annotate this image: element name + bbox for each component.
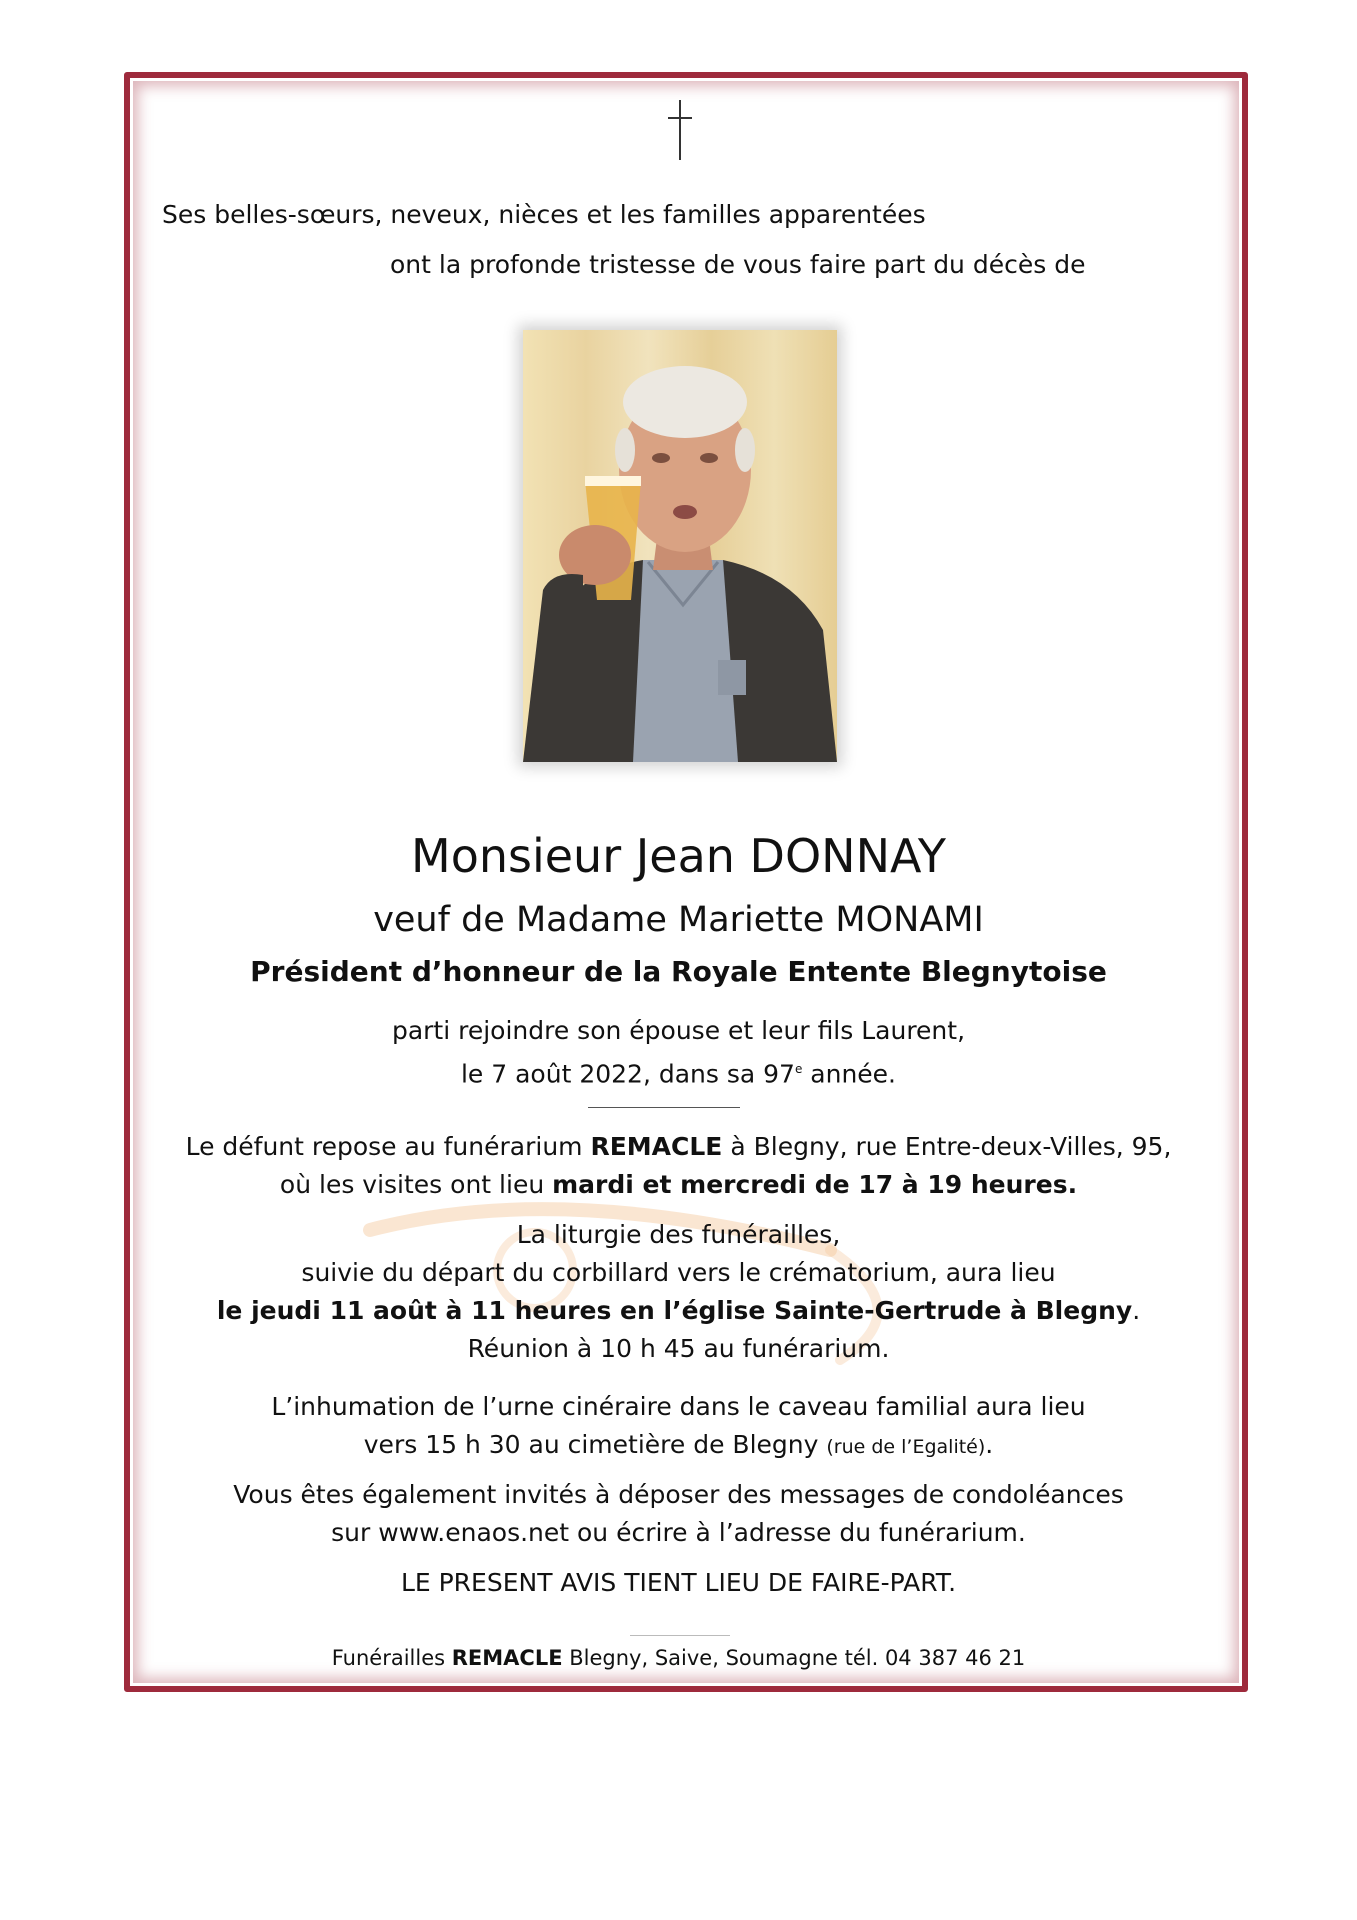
liturgy-line-1: La liturgie des funérailles, xyxy=(516,1220,841,1249)
intro-line-2: ont la profonde tristesse de vous faire part du décès de xyxy=(390,250,1086,279)
separator xyxy=(588,1107,740,1108)
liturgy-line-4: Réunion à 10 h 45 au funérarium. xyxy=(467,1334,890,1363)
footer-separator xyxy=(630,1635,730,1636)
deceased-name: Monsieur Jean DONNAY xyxy=(411,829,946,883)
condolences-line-1: Vous êtes également invités à déposer des messages de condoléances xyxy=(233,1480,1124,1509)
notice-line: LE PRESENT AVIS TIENT LIEU DE FAIRE-PART. xyxy=(400,1568,957,1597)
portrait-photo xyxy=(523,330,837,762)
footer-line: Funérailles REMACLE Blegny, Saive, Soumagne tél. 04 387 46 21 xyxy=(331,1646,1026,1670)
widower-line: veuf de Madame Mariette MONAMI xyxy=(373,900,984,940)
burial-line-1: L’inhumation de l’urne cinéraire dans le caveau familial aura lieu xyxy=(271,1392,1086,1421)
visits-line-1: Le défunt repose au funérarium REMACLE à Blegny, rue Entre-deux-Villes, 95, xyxy=(185,1132,1172,1161)
liturgy-line-3: le jeudi 11 août à 11 heures en l’église Sainte-Gertrude à Blegny. xyxy=(216,1296,1141,1325)
honorary-title: Président d’honneur de la Royale Entente Blegnytoise xyxy=(250,955,1107,988)
departed-line: parti rejoindre son épouse et leur fils Laurent, xyxy=(391,1016,966,1045)
cross-icon xyxy=(668,100,692,160)
death-date-line: le 7 août 2022, dans sa 97e année. xyxy=(460,1059,897,1089)
visits-line-2: où les visites ont lieu mardi et mercredi de 17 à 19 heures. xyxy=(279,1170,1078,1199)
intro-line-1: Ses belles-sœurs, neveux, nièces et les familles apparentées xyxy=(162,200,926,229)
condolences-line-2: sur www.enaos.net ou écrire à l’adresse du funérarium. xyxy=(331,1518,1026,1547)
burial-line-2: vers 15 h 30 au cimetière de Blegny (rue de l’Egalité). xyxy=(363,1430,994,1459)
liturgy-line-2: suivie du départ du corbillard vers le crématorium, aura lieu xyxy=(301,1258,1056,1287)
